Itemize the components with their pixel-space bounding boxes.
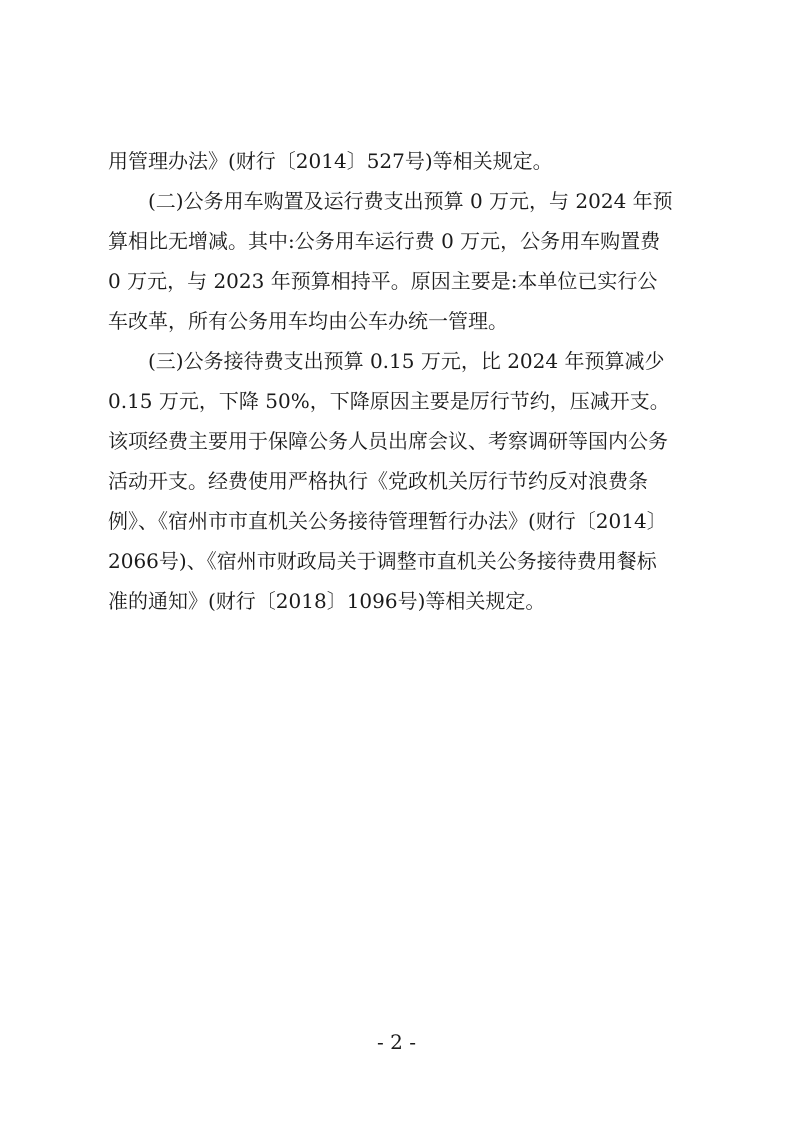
text-line: 车改革，所有公务用车均由公车办统一管理。 <box>108 309 508 333</box>
document-body <box>108 141 688 621</box>
paragraph-official-reception <box>108 341 688 621</box>
text-line: 2066号)、《宿州市财政局关于调整市直机关公务接待费用餐标 <box>108 549 657 573</box>
text-line: 算相比无增减。其中:公务用车运行费 0 万元，公务用车购置费 <box>108 229 661 253</box>
text-line: 该项经费主要用于保障公务人员出席会议、考察调研等国内公务 <box>108 429 668 453</box>
text-line: 例》、《宿州市市直机关公务接待管理暂行办法》(财行〔2014〕 <box>108 509 667 533</box>
text-line: 用管理办法》(财行〔2014〕527号)等相关规定。 <box>108 149 553 173</box>
text-line: 准的通知》(财行〔2018〕1096号)等相关规定。 <box>108 589 546 613</box>
paragraph-regulation-continuation <box>108 141 688 181</box>
text-line: 活动开支。经费使用严格执行《党政机关厉行节约反对浪费条 <box>108 469 648 493</box>
text-line: (二)公务用车购置及运行费支出预算 0 万元，与 2024 年预 <box>148 189 673 213</box>
paragraph-official-vehicles <box>108 181 688 341</box>
text-line: 0 万元，与 2023 年预算相持平。原因主要是:本单位已实行公 <box>108 269 658 293</box>
text-line: (三)公务接待费支出预算 0.15 万元，比 2024 年预算减少 <box>148 349 665 373</box>
text-line: 0.15 万元，下降 50%，下降原因主要是厉行节约，压减开支。 <box>108 389 670 413</box>
page-number: - 2 - <box>377 1030 416 1054</box>
